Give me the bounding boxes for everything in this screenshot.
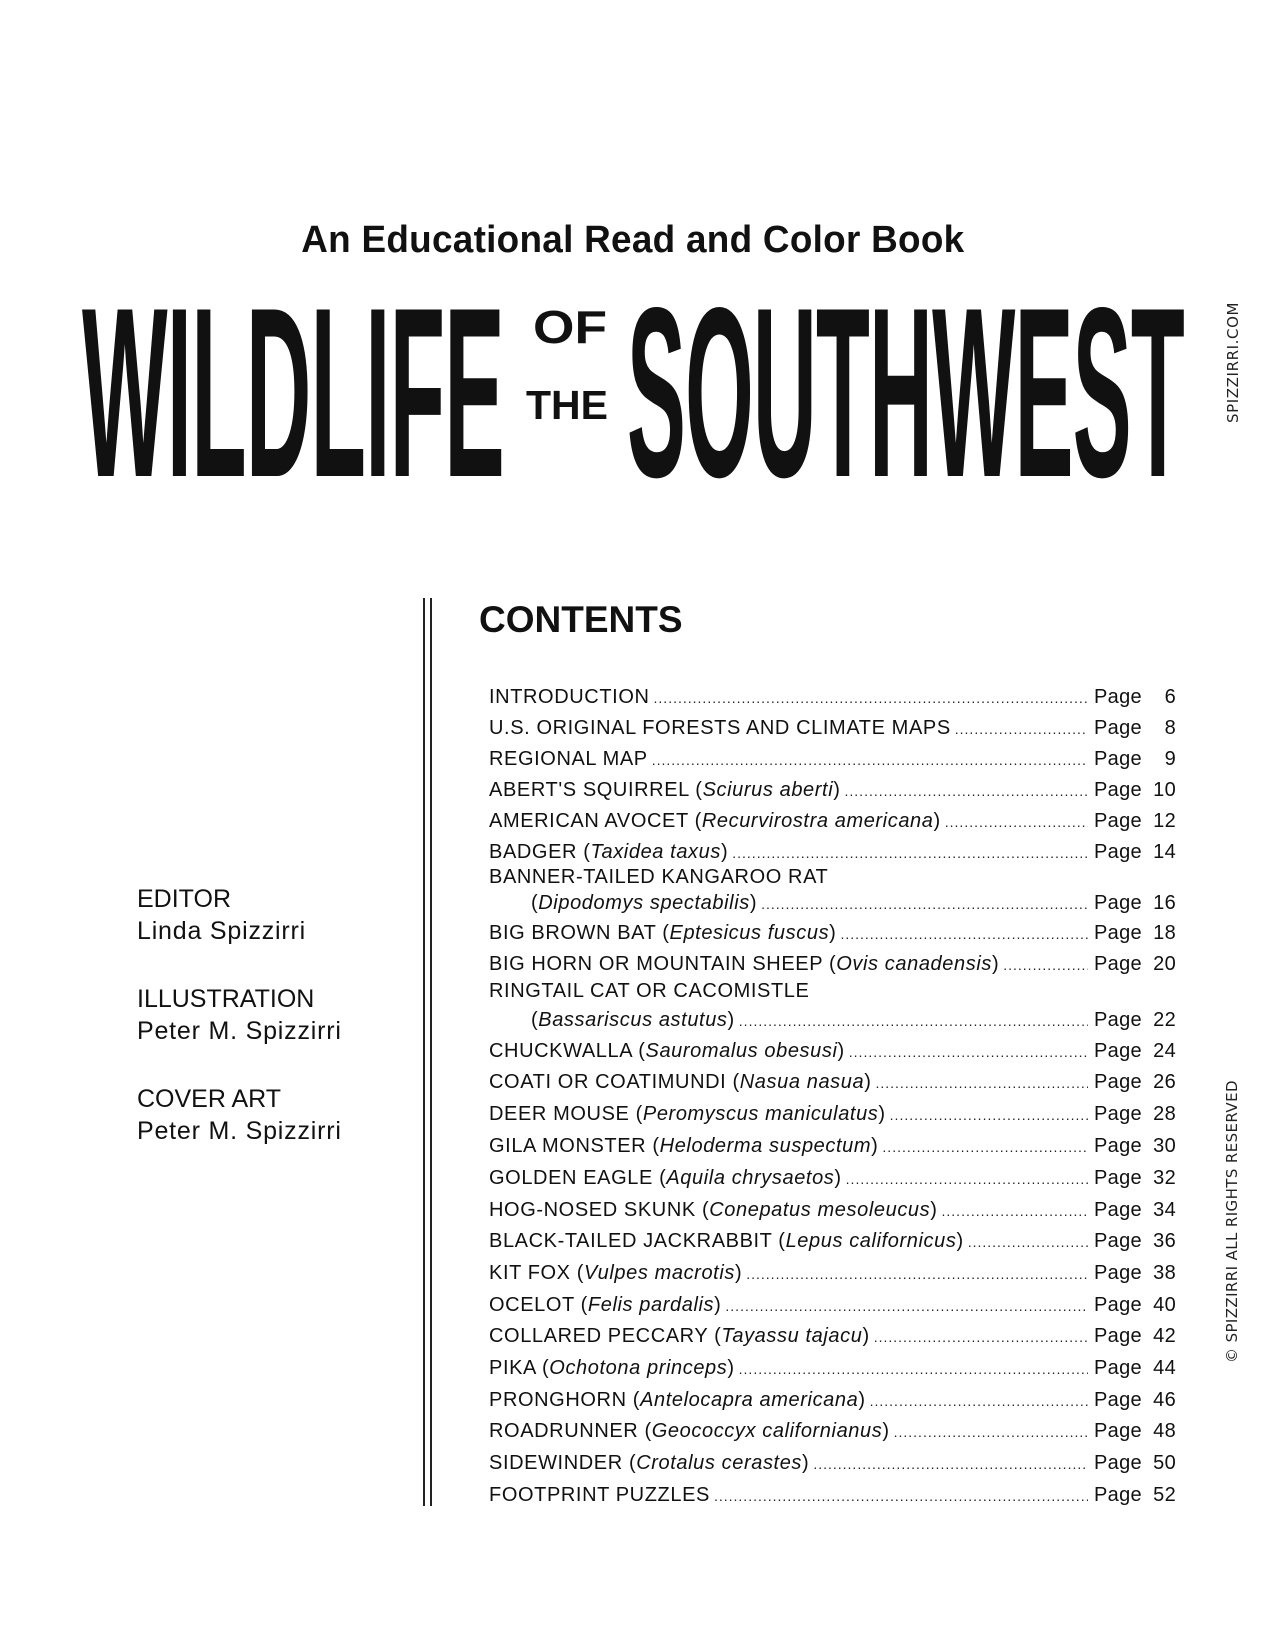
toc-entry-title: CHUCKWALLA (Sauromalus obesusi) [489, 1040, 845, 1062]
page-reference [1094, 1355, 1176, 1381]
credit-label-cover-art: COVER ART [137, 1085, 282, 1113]
page-reference [1094, 1101, 1176, 1127]
page-number: 16 [1153, 892, 1176, 914]
page-reference [1094, 890, 1176, 916]
toc-entry [489, 951, 1176, 977]
page-reference [1094, 1133, 1176, 1159]
dot-leader [845, 778, 1088, 804]
toc-entry-title: GOLDEN EAGLE (Aquila chrysaetos) [489, 1167, 842, 1189]
toc-entry [489, 746, 1176, 772]
page-label: Page [1094, 892, 1142, 914]
toc-entry-title: BIG HORN OR MOUNTAIN SHEEP (Ovis canadensis) [489, 953, 1000, 975]
page-label: Page [1094, 922, 1142, 944]
page-label: Page [1094, 1199, 1142, 1221]
dot-leader [955, 716, 1088, 742]
toc-entry-title: ROADRUNNER (Geococcyx californianus) [489, 1420, 890, 1442]
dot-leader [840, 921, 1088, 947]
toc-entry [489, 1228, 1176, 1254]
scientific-name: Antelocapra americana [640, 1389, 859, 1411]
title-southwest: SOUTHWEST [627, 258, 1184, 528]
credit-name-editor: Linda Spizzirri [137, 917, 307, 945]
page-reference [1094, 1450, 1176, 1476]
dot-leader [725, 1293, 1088, 1319]
scientific-name: Vulpes macrotis [584, 1262, 735, 1284]
page-label: Page [1094, 841, 1142, 863]
page-reference [1094, 951, 1176, 977]
page-label: Page [1094, 953, 1142, 975]
toc-entry [489, 1355, 1176, 1381]
page-label: Page [1094, 1135, 1142, 1157]
scientific-name: Lepus californicus [785, 1230, 957, 1252]
page-number: 46 [1153, 1389, 1176, 1411]
page-reference [1094, 746, 1176, 772]
page-reference [1094, 1292, 1176, 1318]
page-number: 18 [1153, 922, 1176, 944]
scientific-name: Ochotona princeps [549, 1357, 728, 1379]
toc-entry [489, 1292, 1176, 1318]
page-reference [1094, 684, 1176, 710]
title-wildlife: WILDLIFE [82, 258, 504, 528]
page-label: Page [1094, 779, 1142, 801]
dot-leader [1003, 952, 1088, 978]
page-label: Page [1094, 1325, 1142, 1347]
scientific-name: Sauromalus obesusi [645, 1040, 838, 1062]
toc-entry-title: (Bassariscus astutus) [531, 1009, 735, 1031]
toc-entry [489, 978, 1176, 1004]
page-number: 30 [1153, 1135, 1176, 1157]
dot-leader [739, 1356, 1088, 1382]
page-label: Page [1094, 1071, 1142, 1093]
scientific-name: Eptesicus fuscus [669, 922, 830, 944]
dot-leader [870, 1388, 1088, 1414]
website-vertical-text: SPIZZIRRI.COM [1224, 301, 1242, 423]
dot-leader [874, 1324, 1088, 1350]
toc-entry-title: COLLARED PECCARY (Tayassu tajacu) [489, 1325, 870, 1347]
scientific-name: Tayassu tajacu [721, 1325, 863, 1347]
toc-entry-title: BADGER (Taxidea taxus) [489, 841, 729, 863]
page-number: 40 [1153, 1294, 1176, 1316]
page-number: 14 [1153, 841, 1176, 863]
toc-entry [489, 1101, 1176, 1127]
toc-entry-title: INTRODUCTION [489, 686, 650, 708]
toc-entry-title: COATI OR COATIMUNDI (Nasua nasua) [489, 1071, 872, 1093]
toc-entry-title: AMERICAN AVOCET (Recurvirostra americana) [489, 810, 941, 832]
scientific-name: Ovis canadensis [836, 953, 992, 975]
page-number: 8 [1164, 717, 1176, 739]
dot-leader [890, 1102, 1088, 1128]
dot-leader [652, 747, 1088, 773]
page-reference [1094, 920, 1176, 946]
scientific-name: Dipodomys spectabilis [538, 892, 750, 914]
page-number: 42 [1153, 1325, 1176, 1347]
page-number: 32 [1153, 1167, 1176, 1189]
toc-entry [489, 890, 1176, 916]
page-number: 38 [1153, 1262, 1176, 1284]
toc-entry [489, 1260, 1176, 1286]
dot-leader [846, 1166, 1088, 1192]
page-reference [1094, 1260, 1176, 1286]
dot-leader [739, 1008, 1088, 1034]
toc-entry-title: BIG BROWN BAT (Eptesicus fuscus) [489, 922, 837, 944]
toc-entry [489, 1387, 1176, 1413]
toc-entry [489, 1450, 1176, 1476]
scientific-name: Peromyscus maniculatus [642, 1103, 879, 1125]
credit-name-illustration: Peter M. Spizzirri [137, 1017, 342, 1045]
page-label: Page [1094, 1262, 1142, 1284]
toc-entry-title: U.S. ORIGINAL FORESTS AND CLIMATE MAPS [489, 717, 951, 739]
toc-entry [489, 1323, 1176, 1349]
dot-leader [875, 1070, 1088, 1096]
toc-entry-title: DEER MOUSE (Peromyscus maniculatus) [489, 1103, 886, 1125]
page-label: Page [1094, 686, 1142, 708]
title-the: THE [526, 381, 608, 428]
toc-entry [489, 1038, 1176, 1064]
toc-entry-title: PRONGHORN (Antelocapra americana) [489, 1389, 866, 1411]
page-number: 6 [1164, 686, 1176, 708]
dot-leader [942, 1198, 1088, 1224]
title-of: OF [533, 301, 607, 354]
page-label: Page [1094, 1009, 1142, 1031]
toc-entry-title: SIDEWINDER (Crotalus cerastes) [489, 1452, 810, 1474]
page-label: Page [1094, 748, 1142, 770]
scientific-name: Crotalus cerastes [636, 1452, 803, 1474]
page-reference [1094, 1007, 1176, 1033]
page-number: 9 [1164, 748, 1176, 770]
scientific-name: Taxidea taxus [590, 841, 721, 863]
toc-entry-title: HOG-NOSED SKUNK (Conepatus mesoleucus) [489, 1199, 938, 1221]
toc-entry [489, 808, 1176, 834]
scientific-name: Bassariscus astutus [538, 1009, 728, 1031]
toc-entry [489, 1165, 1176, 1191]
toc-entry [489, 839, 1176, 865]
page-reference [1094, 1197, 1176, 1223]
page-label: Page [1094, 1040, 1142, 1062]
page-label: Page [1094, 1357, 1142, 1379]
credit-label-illustration: ILLUSTRATION [137, 985, 315, 1013]
toc-entry-title: FOOTPRINT PUZZLES [489, 1484, 710, 1506]
toc-entry [489, 1007, 1176, 1033]
page-number: 28 [1153, 1103, 1176, 1125]
page-reference [1094, 715, 1176, 741]
toc-entry-title: ABERT'S SQUIRREL (Sciurus aberti) [489, 779, 841, 801]
dot-leader [654, 685, 1088, 711]
toc-entry [489, 1482, 1176, 1508]
dot-leader [849, 1039, 1088, 1065]
scientific-name: Aquila chrysaetos [666, 1167, 835, 1189]
page-label: Page [1094, 1230, 1142, 1252]
dot-leader [882, 1134, 1088, 1160]
toc-entry [489, 1069, 1176, 1095]
page-reference [1094, 1482, 1176, 1508]
page-reference [1094, 777, 1176, 803]
dot-leader [714, 1483, 1088, 1509]
page-reference [1094, 808, 1176, 834]
toc-entry-title: RINGTAIL CAT OR CACOMISTLE [489, 980, 810, 1002]
page-label: Page [1094, 1420, 1142, 1442]
page-reference [1094, 1069, 1176, 1095]
contents-heading: CONTENTS [479, 599, 683, 640]
dot-leader [945, 809, 1088, 835]
dot-leader [746, 1261, 1088, 1287]
toc-entry [489, 715, 1176, 741]
toc-entry [489, 1418, 1176, 1444]
page-label: Page [1094, 1167, 1142, 1189]
page-reference [1094, 1418, 1176, 1444]
toc-entry [489, 920, 1176, 946]
scientific-name: Conepatus mesoleucus [709, 1199, 931, 1221]
toc-entry-title: (Dipodomys spectabilis) [531, 892, 758, 914]
page-reference [1094, 1387, 1176, 1413]
toc-entry [489, 684, 1176, 710]
credit-name-cover-art: Peter M. Spizzirri [137, 1117, 342, 1145]
page-number: 48 [1153, 1420, 1176, 1442]
scientific-name: Recurvirostra americana [701, 810, 934, 832]
page-reference [1094, 1038, 1176, 1064]
toc-entry-title: PIKA (Ochotona princeps) [489, 1357, 735, 1379]
dot-leader [732, 840, 1088, 866]
copyright-vertical-text: © SPIZZIRRI ALL RIGHTS RESERVED [1223, 1080, 1241, 1363]
page-label: Page [1094, 1484, 1142, 1506]
scientific-name: Heloderma suspectum [659, 1135, 872, 1157]
page-reference [1094, 1228, 1176, 1254]
book-subtitle: An Educational Read and Color Book [300, 219, 965, 261]
divider-line-right [430, 598, 432, 1506]
toc-entry-title: BLACK-TAILED JACKRABBIT (Lepus californicus) [489, 1230, 964, 1252]
page-number: 12 [1153, 810, 1176, 832]
page-number: 50 [1153, 1452, 1176, 1474]
dot-leader [894, 1419, 1088, 1445]
page-label: Page [1094, 717, 1142, 739]
page-number: 52 [1153, 1484, 1176, 1506]
page-number: 34 [1153, 1199, 1176, 1221]
toc-entry [489, 777, 1176, 803]
page-label: Page [1094, 1103, 1142, 1125]
page-reference [1094, 839, 1176, 865]
dot-leader [761, 891, 1088, 917]
toc-entry [489, 864, 1176, 890]
toc-entry [489, 1197, 1176, 1223]
page-label: Page [1094, 1452, 1142, 1474]
toc-entry-title: KIT FOX (Vulpes macrotis) [489, 1262, 743, 1284]
page-number: 36 [1153, 1230, 1176, 1252]
credit-label-editor: EDITOR [137, 885, 231, 913]
page-number: 22 [1153, 1009, 1176, 1031]
page-number: 24 [1153, 1040, 1176, 1062]
toc-entry-title: GILA MONSTER (Heloderma suspectum) [489, 1135, 879, 1157]
page-number: 20 [1153, 953, 1176, 975]
scientific-name: Nasua nasua [739, 1071, 865, 1093]
page-number: 26 [1153, 1071, 1176, 1093]
dot-leader [813, 1451, 1088, 1477]
divider-line-left [423, 598, 425, 1506]
page-label: Page [1094, 810, 1142, 832]
page-reference [1094, 1323, 1176, 1349]
page-label: Page [1094, 1389, 1142, 1411]
toc-entry-title: BANNER-TAILED KANGAROO RAT [489, 866, 829, 888]
scientific-name: Geococcyx californianus [651, 1420, 883, 1442]
page-reference [1094, 1165, 1176, 1191]
toc-entry [489, 1133, 1176, 1159]
toc-entry-title: OCELOT (Felis pardalis) [489, 1294, 722, 1316]
dot-leader [968, 1229, 1088, 1255]
toc-entry-title: REGIONAL MAP [489, 748, 648, 770]
scientific-name: Sciurus aberti [702, 779, 834, 801]
scientific-name: Felis pardalis [587, 1294, 715, 1316]
page-label: Page [1094, 1294, 1142, 1316]
page-number: 10 [1153, 779, 1176, 801]
page-number: 44 [1153, 1357, 1176, 1379]
